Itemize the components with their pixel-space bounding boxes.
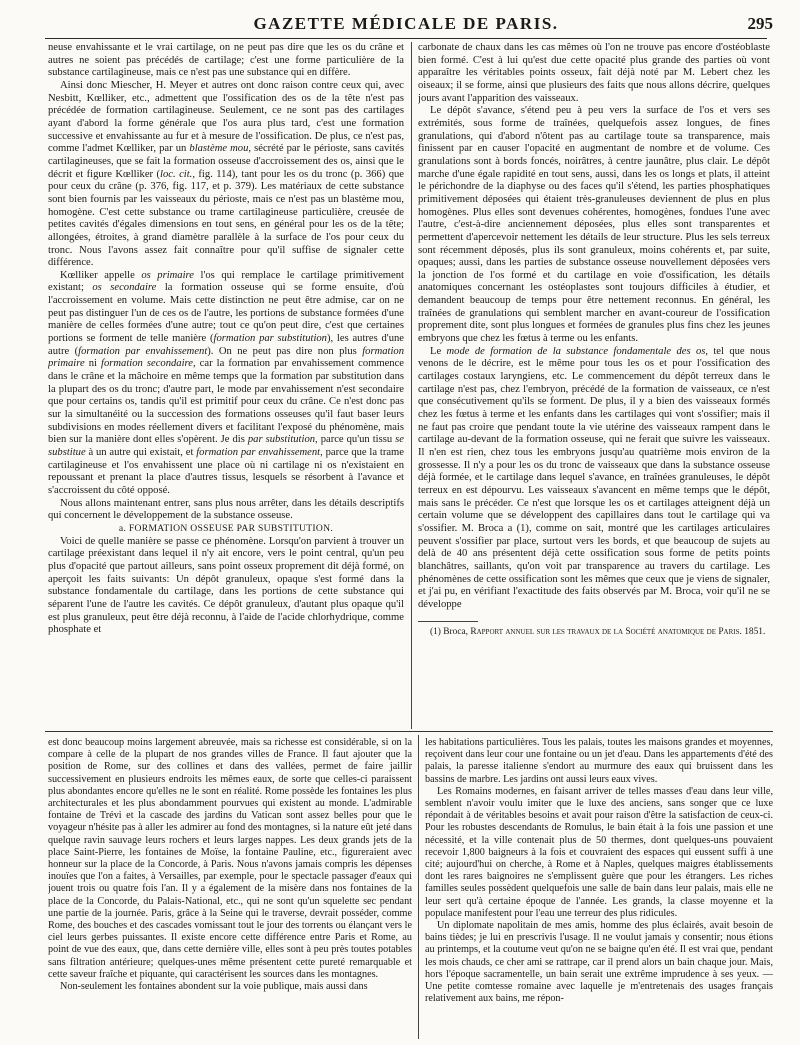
paragraph: Voici de quelle manière se passe ce phénomène. Lorsqu'on parvient à trouver un cartilage préexistant dans lequel il n'y ait encore, vers le point central, qu'un peu plus d'opacité que partout ailleurs, sans point osseux proprement dit déjà formé, on aperçoit les faits suivants: Un dépôt granuleux, opaque s'est formé dans la substance fondamentale du cartilage, dans les portions de cette substance qui séparent l'une de l'autre les cavités. Ce dépôt granuleux, d'autant plus opaque qu'il est plus granuleux, peut être déjà reconnu, à l'aide de l'acide chlorhydrique, comme phosphate et <box>48 535 404 636</box>
section-divider <box>45 731 773 732</box>
paragraph: Non-seulement les fontaines abondent sur la voie publique, mais aussi dans <box>60 981 368 993</box>
paragraph: Nous allons maintenant entrer, sans plus nous arrêter, dans les détails descriptifs qui concernent le développement de la substance osseuse. <box>48 497 404 522</box>
upper-left-column <box>48 42 404 729</box>
footnote: (1) Broca, Rapport annuel sur les travaux de la Société anatomique de Paris. 1851. <box>430 626 766 637</box>
paragraph: les habitations particulières. Tous les palais, toutes les maisons grandes et moyennes, reçoivent dans leur cour une fontaine ou un jet d'eau. Dans les appartements d'été des palais, la paresse italienne s'endort au murmure des eaux qui bruissent dans les bassins de marbre. Les jardins ont aussi leurs eaux vives. <box>425 737 773 785</box>
paragraph: carbonate de chaux dans les cas mêmes où l'on ne trouve pas encore d'ostéoblaste bien formé. C'est à lui qu'est due cette opacité plus grande des parties où vont apparaître les véritables points osseux, fait déjà noté par M. Lebert chez les oiseaux; il se forme, ainsi que plusieurs des faits que nous allons décrire, quelques jours avant l'apparition des vaisseaux. <box>418 42 770 104</box>
lower-left-column <box>48 737 412 1039</box>
paragraph: Ainsi donc Miescher, H. Meyer et autres ont donc raison contre ceux qui, avec Nesbitt, Kœlliker, etc., admettent que l'ossification des os de la tête n'est pas précédée de formation cartilagineuse. Seulement, ce ne sont pas des cartilages ayant d'abord la forme générale que l'os aura plus tard, c'est une formation successive et envahissante au fur et à mesure de l'ossification. De plus, ce n'est pas, comme l'admet Kœlliker, par un blastème mou, sécrété par le périoste, sans cavités cartilagineuses, que se fait la formation osseuse d'accroissement des os, ainsi que le décrit et figure Kœlliker (loc. cit., fig. 114), tant pour les os du tronc (p. 366) que pour ceux du crâne (p. 376, fig. 117, et p. 379). Les matériaux de cette substance sont bien fournis par les vaisseaux du périoste, mais ce n'est pas un blastème mou, homogène. C'est cette substance ou trame cartilagineuse particulière, creusée de petites cavités d'égales dimensions en tout sens, en général pour les os de la tête; allongées, étroites, à grand diamètre parallèle à la surface de l'os pour ceux du tronc. Nous l'avons assez fait connaître pour qu'il suffise de signaler cette différence. <box>48 79 404 269</box>
paragraph: Kœlliker appelle os primaire l'os qui remplace le cartilage primitivement existant; os secondaire la formation osseuse qui se forme ensuite, d'où l'accroissement en volume. Mais cette distinction ne peut être admise, car on ne peut pas distinguer l'un de ces os de l'autre, les portions de substance formées d'une manière de celles formées d'une autre; tout ce qu'on peut dire, c'est que certaines portions se forment de telle manière (formation par substitution), les autres d'une autre (formation par envahissement). On ne peut pas dire non plus formation primaire ni formation secondaire, car la formation par envahissement commence dans le crâne et la mâchoire en même temps que la formation par substitution dans la plupart des os du tronc; d'autre part, le mode par envahissement n'est secondaire que pour certains os, tandis qu'il est primitif pour ceux du crâne. Ce n'est donc pas sur la simultanéité ou la succession des formations osseuses qu'il faut baser leurs subdivisions en modes réellement divers et facilitant l'exposé du phénomène, mais bien sur la manière dont elles s'opèrent. Je dis par substitution, parce qu'un tissu se substitue à un autre qui existait, et formation par envahissement, parce que la trame cartilagineuse et l'os envahissent une place où ni cartilage ni os n'existaient en repoussant et prenant la place d'autres tissus, lesquels se résorbent à l'avance et s'accroissent du côté opposé. <box>48 269 404 496</box>
paragraph: Les Romains modernes, en faisant arriver de telles masses d'eau dans leur ville, semblent n'avoir voulu imiter que le luxe des anciens, sans songer que ce luxe répondait à de véritables besoins et avait pour raison d'être la satisfaction de ceux-ci. Pour les robustes descendants de Romulus, le bain était à la fois une passion et une nécessité, et la ville contenait plus de 50 thermes, dont quelques-uns pouvaient recevoir 1,800 baigneurs à la fois et couvraient des espaces qui eussent suffi à une cité; aujourd'hui on cherche, à Rome et à Naples, quelques maigres établissements dont les rares baignoires ne s'emplissent guère que pour les étrangers. Les riches familles seules possèdent quelquefois une salle de bain dans leur palais, mais elle ne leur sert qu'à certaine époque de l'année. Les grands, la classe moyenne et la populace manifestent pour l'eau une terreur des plus ridicules. <box>425 785 773 919</box>
paragraph: est donc beaucoup moins largement abreuvée, mais sa richesse est considérable, si on la compare à celle de la plupart de nos grandes villes de France. Il faut ajouter que la position de Rome, sur des collines et dans des vallées, permet de faire jaillir successivement en plusieurs endroits les mêmes eaux, de sorte que celles-ci paraissent plus abondantes encore qu'elles ne le sont en réalité. Rome possède les fontaines les plus architecturales et les plus abondamment pourvues qui existent au monde. L'admirable fontaine de Trévi et la cascade des jardins du Vatican sont assez belles pour que le voyageur n'hésite pas à aller les admirer au fond des montagnes, si la nature eût jeté dans quelque ravin sauvage leurs rochers et leurs larges nappes. Les deux grands jets de la place Saint-Pierre, les fontaines de Moïse, la fontaine Pauline, etc., figureraient avec honneur sur la place de la Concorde, à Paris. Nous n'avons jamais compris les dépenses inouïes que l'on a faites, à Versailles, par exemple, pour le spectacle passager d'eaux qui jouent trois ou quatre fois l'an. Il y a également de la misère dans nos fontaines de la place de la Concorde, du Palais-National, etc., qui ne sont qu'un squelette sec pendant une partie de la journée. Paris, grâce à la Seine qui le traverse, devrait posséder, comme Rome, des bouches et des cascades vomissant tout le jour des torrents ou élançant vers le ciel leurs gerbes puissantes. Il existe encore cette différence entre Paris et Rome, au point de vue des eaux, que, dans cette dernière ville, elles sont à peu près toutes potables sans filtration antérieure; quelques-unes même présentent cette pureté remarquable et cette saveur fraîche et piquante, qui caractérisent les sources dans les montagnes. <box>48 737 412 980</box>
paragraph: Un diplomate napolitain de mes amis, homme des plus éclairés, avait besoin de bains tièdes; je lui en prescrivis l'usage. Il ne voulut jamais y consentir; nous étions au printemps, et la coutume veut qu'on ne se baigne qu'en été. Il est vrai que, pendant les mois chauds, ce cher ami se rattrape, car il prend alors un bain chaque jour. Mais, hors l'époque sacramentelle, un bain serait une extrême imprudence à ses yeux. — Une petite comtesse romaine avec laquelle je m'entretenais des usages français relativement aux bains, me répon- <box>425 920 773 1005</box>
section-heading: a. FORMATION OSSEUSE PAR SUBSTITUTION. <box>118 522 334 534</box>
paragraph: Le mode de formation de la substance fondamentale des os, tel que nous venons de le décrire, est le même pour tous les os et pour l'ossification des cartilages costaux laryngiens, etc. Le commencement du dépôt terreux dans le cartilage n'est pas, chez l'embryon, précédé de la formation de vaisseaux, ce n'est que consécutivement qu'ils se forment. De plus, il y a bien des vaisseaux formés chez les fœtus à terme et les enfants dans les cartilages qui vont s'ossifier; mais il ne faut pas croire que pendant toute la vie utérine des vaisseaux rampent dans le cartilage au-devant de la formation osseuse, qui ne ferait que suivre les vaisseaux. Il n'en est rien, chez tous les embryons jusqu'au quatrième mois environ de la grossesse. Il n'y a pour les os du tronc de vaisseaux que dans la substance osseuse déjà formée, et le cartilage dans lequel s'avance, en traînées granuleuses, le dépôt terreux en est dépourvu. Les vaisseaux s'avancent en même temps que le dépôt, mais sans le précéder. Ce n'est que lorsque les os et cartilages atteignent déjà un certain volume que se développent des capillaires dans tout le cartilage qui va s'ossifier. M. Broca a (1), comme on sait, montré que les cartilages articulaires peuvent s'ossifier par place, surtout vers les bords, et que beaucoup de sujets au delà de 40 ans présentent déjà cette ossification sous forme de petits points blanchâtres, saillants, qu'on voit par transparence au travers du cartilage. Les phénomènes de cette ossification sont les mêmes que ceux que je viens de signaler, et j'ai pu, en vérifiant l'exactitude des faits observés par M. Broca, voir qu'il ne se développe <box>418 345 770 610</box>
lower-right-column <box>425 737 773 1039</box>
column-divider-bottom <box>418 735 419 1039</box>
page-number: 295 <box>747 14 773 33</box>
page-header <box>45 10 773 39</box>
upper-right-column <box>418 42 770 729</box>
paragraph: neuse envahissante et le vrai cartilage, on ne peut pas dire que les os du crâne et autres ne soient pas précédés de cartilage; c'est une forme particulière de la substance cartilagineuse, mais ce n'est pas une substance qui en diffère. <box>48 42 404 79</box>
column-divider-top <box>411 42 412 729</box>
paragraph: Le dépôt s'avance, s'étend peu à peu vers la surface de l'os et vers ses extrémités, sous forme de traînées, quelquefois assez longues, de fines granulations, qui d'abord n'ôtent pas au cartilage toute sa transparence, mais finissent par en causer l'opacité en augmentant de nombre et de volume. Ces granulations sont à bords foncés, noirâtres, à centre jaunâtre, plus clair. Le dépôt marche d'une égale rapidité en tout sens, aussi, dans les os longs et plats, il atteint le périchondre de la diaphyse ou des faces qu'il s'étend, les parties phosphatiques primitivement déposées qui étaient très-granuleuses deviennent de plus en plus homogènes. Plus elles sont devenues cohérentes, homogènes, fondues l'une avec l'autre, c'est-à-dire anciennement déposées, plus elles sont transparentes et permettent d'apercevoir nettement les détails de leur structure. Plus les sels terreux sont récemment déposés, plus ils sont granuleux, moins cohérents et, par suite, opaques; aussi, dans les parties de substance osseuse nouvellement déposées vers la jonction de l'os formé et du cartilage en voie d'ossification, les détails anatomiques concernant les ostéoplastes sont toujours difficiles à étudier, et demandent beaucoup de temps pour être nettement reconnus. En général, les traînées de granulations qui semblent marcher en avant-coureur de l'ossification proprement dite, sont plus longues et formées de granules plus fins chez les jeunes embryons que chez les fœtus à terme ou les enfants. <box>418 105 770 345</box>
footnote-rule <box>418 621 478 622</box>
journal-title: GAZETTE MÉDICALE DE PARIS. <box>253 14 559 33</box>
